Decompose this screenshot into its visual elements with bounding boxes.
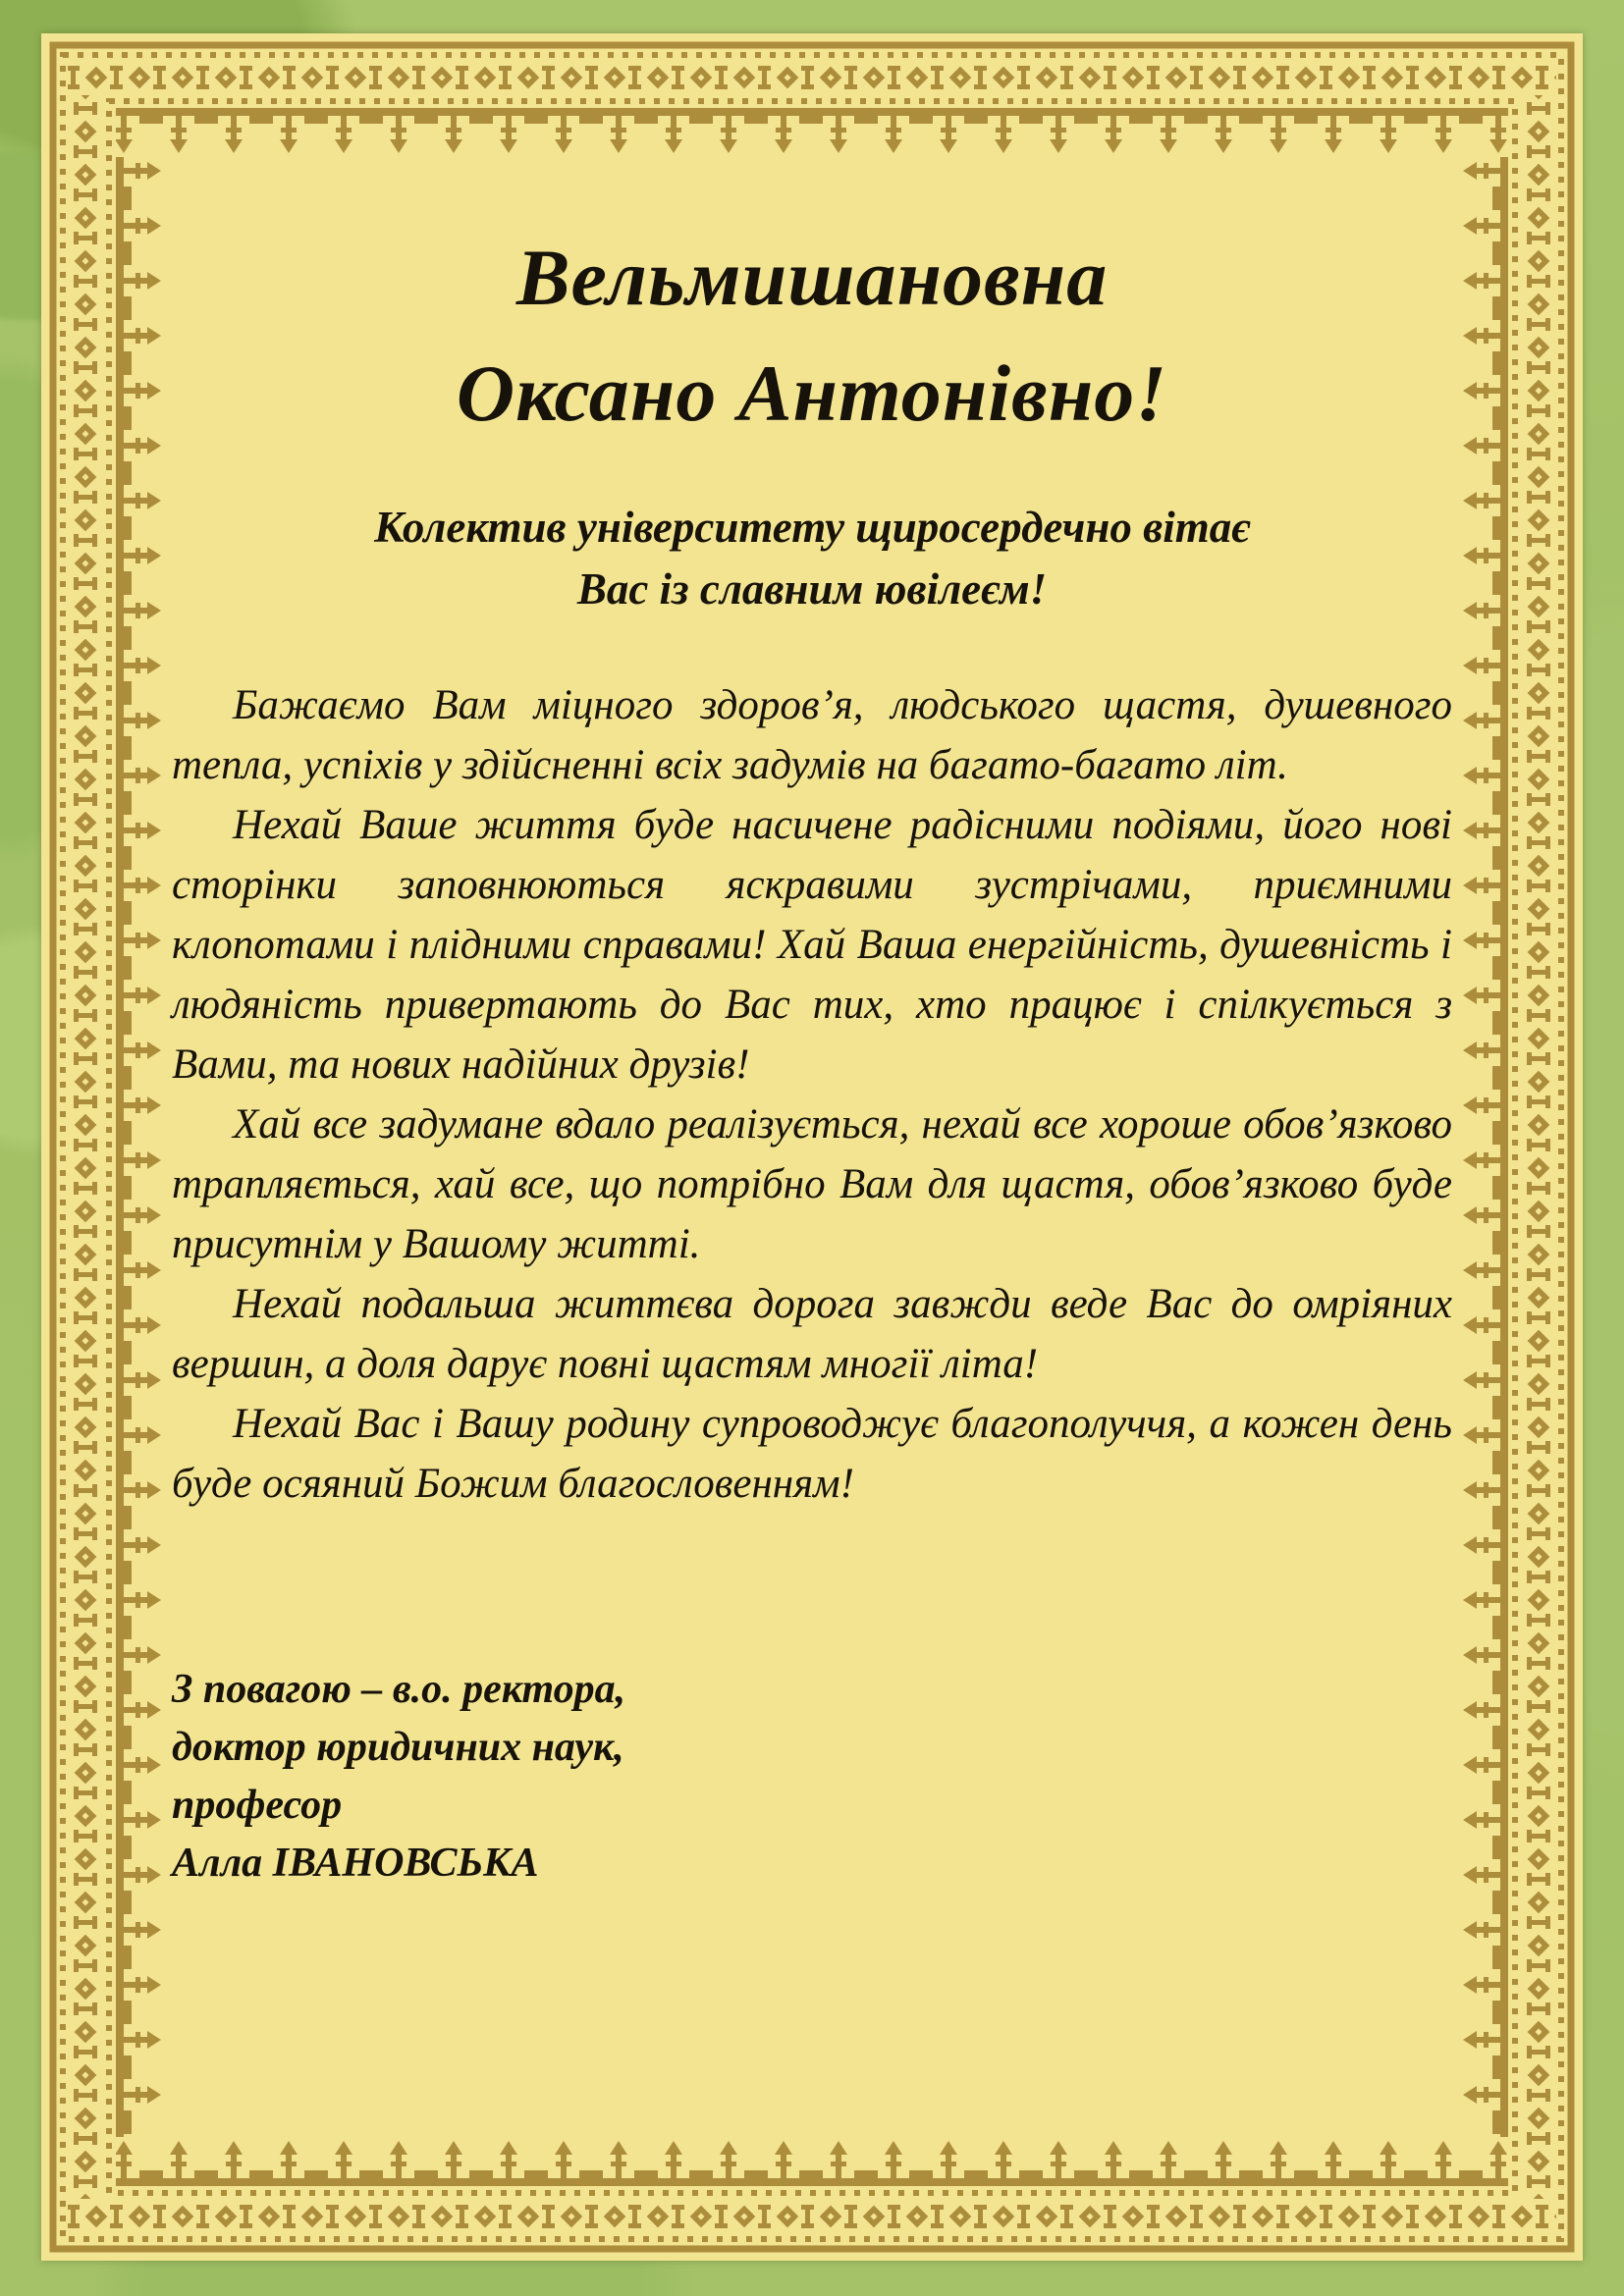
certificate-page (41, 33, 1583, 2261)
body-paragraph: Нехай Ваше життя буде насичене радісними подіями, його нові сторінки заповнюються яскравими зустрічами, приємними клопотами і плідними справами! Хай Ваша енергійність, душевність і людяність привертають до Вас тих, хто працює і спілкується з Вами, та нових надійних друзів! (172, 802, 1452, 1088)
greeting-subtitle-line-1: Колектив університету щиросердечно вітає (374, 503, 1250, 552)
signature-line-name: Алла ІВАНОВСЬКА (172, 1841, 539, 1886)
signature-line-title: професор (172, 1783, 343, 1828)
greeting-subtitle (172, 497, 1452, 620)
body-paragraph: Бажаємо Вам міцного здоров’я, людського щастя, душевного тепла, успіхів у здійсненні всіх задумів на багато-багато літ. (172, 682, 1452, 788)
body-paragraph: Хай все задумане вдало реалізується, нехай все хороше обов’язково трапляється, хай все, що потрібно Вам для щастя, обов’язково буде присутнім у Вашому житті. (172, 1101, 1452, 1267)
salutation-title (172, 220, 1452, 452)
body-paragraph: Нехай Вас і Вашу родину супроводжує благополуччя, а кожен день буде осяяний Божим благословенням! (172, 1401, 1452, 1507)
signature-line-degree: доктор юридичних наук, (172, 1725, 624, 1770)
certificate-content (172, 33, 1452, 2261)
signature-line-role: З повагою – в.о. ректора, (172, 1667, 626, 1712)
body-paragraph: Нехай подальша життєва дорога завжди веде Вас до омріяних вершин, а доля дарує повні щастям многії літа! (172, 1281, 1452, 1387)
greeting-body (172, 675, 1452, 1514)
salutation-title-line-1: Вельмишановна (515, 233, 1109, 322)
signature-block (172, 1661, 1452, 1893)
greeting-subtitle-line-2: Вас із славним ювілеєм! (576, 564, 1048, 614)
salutation-title-line-2: Оксано Антонівно! (456, 348, 1168, 438)
